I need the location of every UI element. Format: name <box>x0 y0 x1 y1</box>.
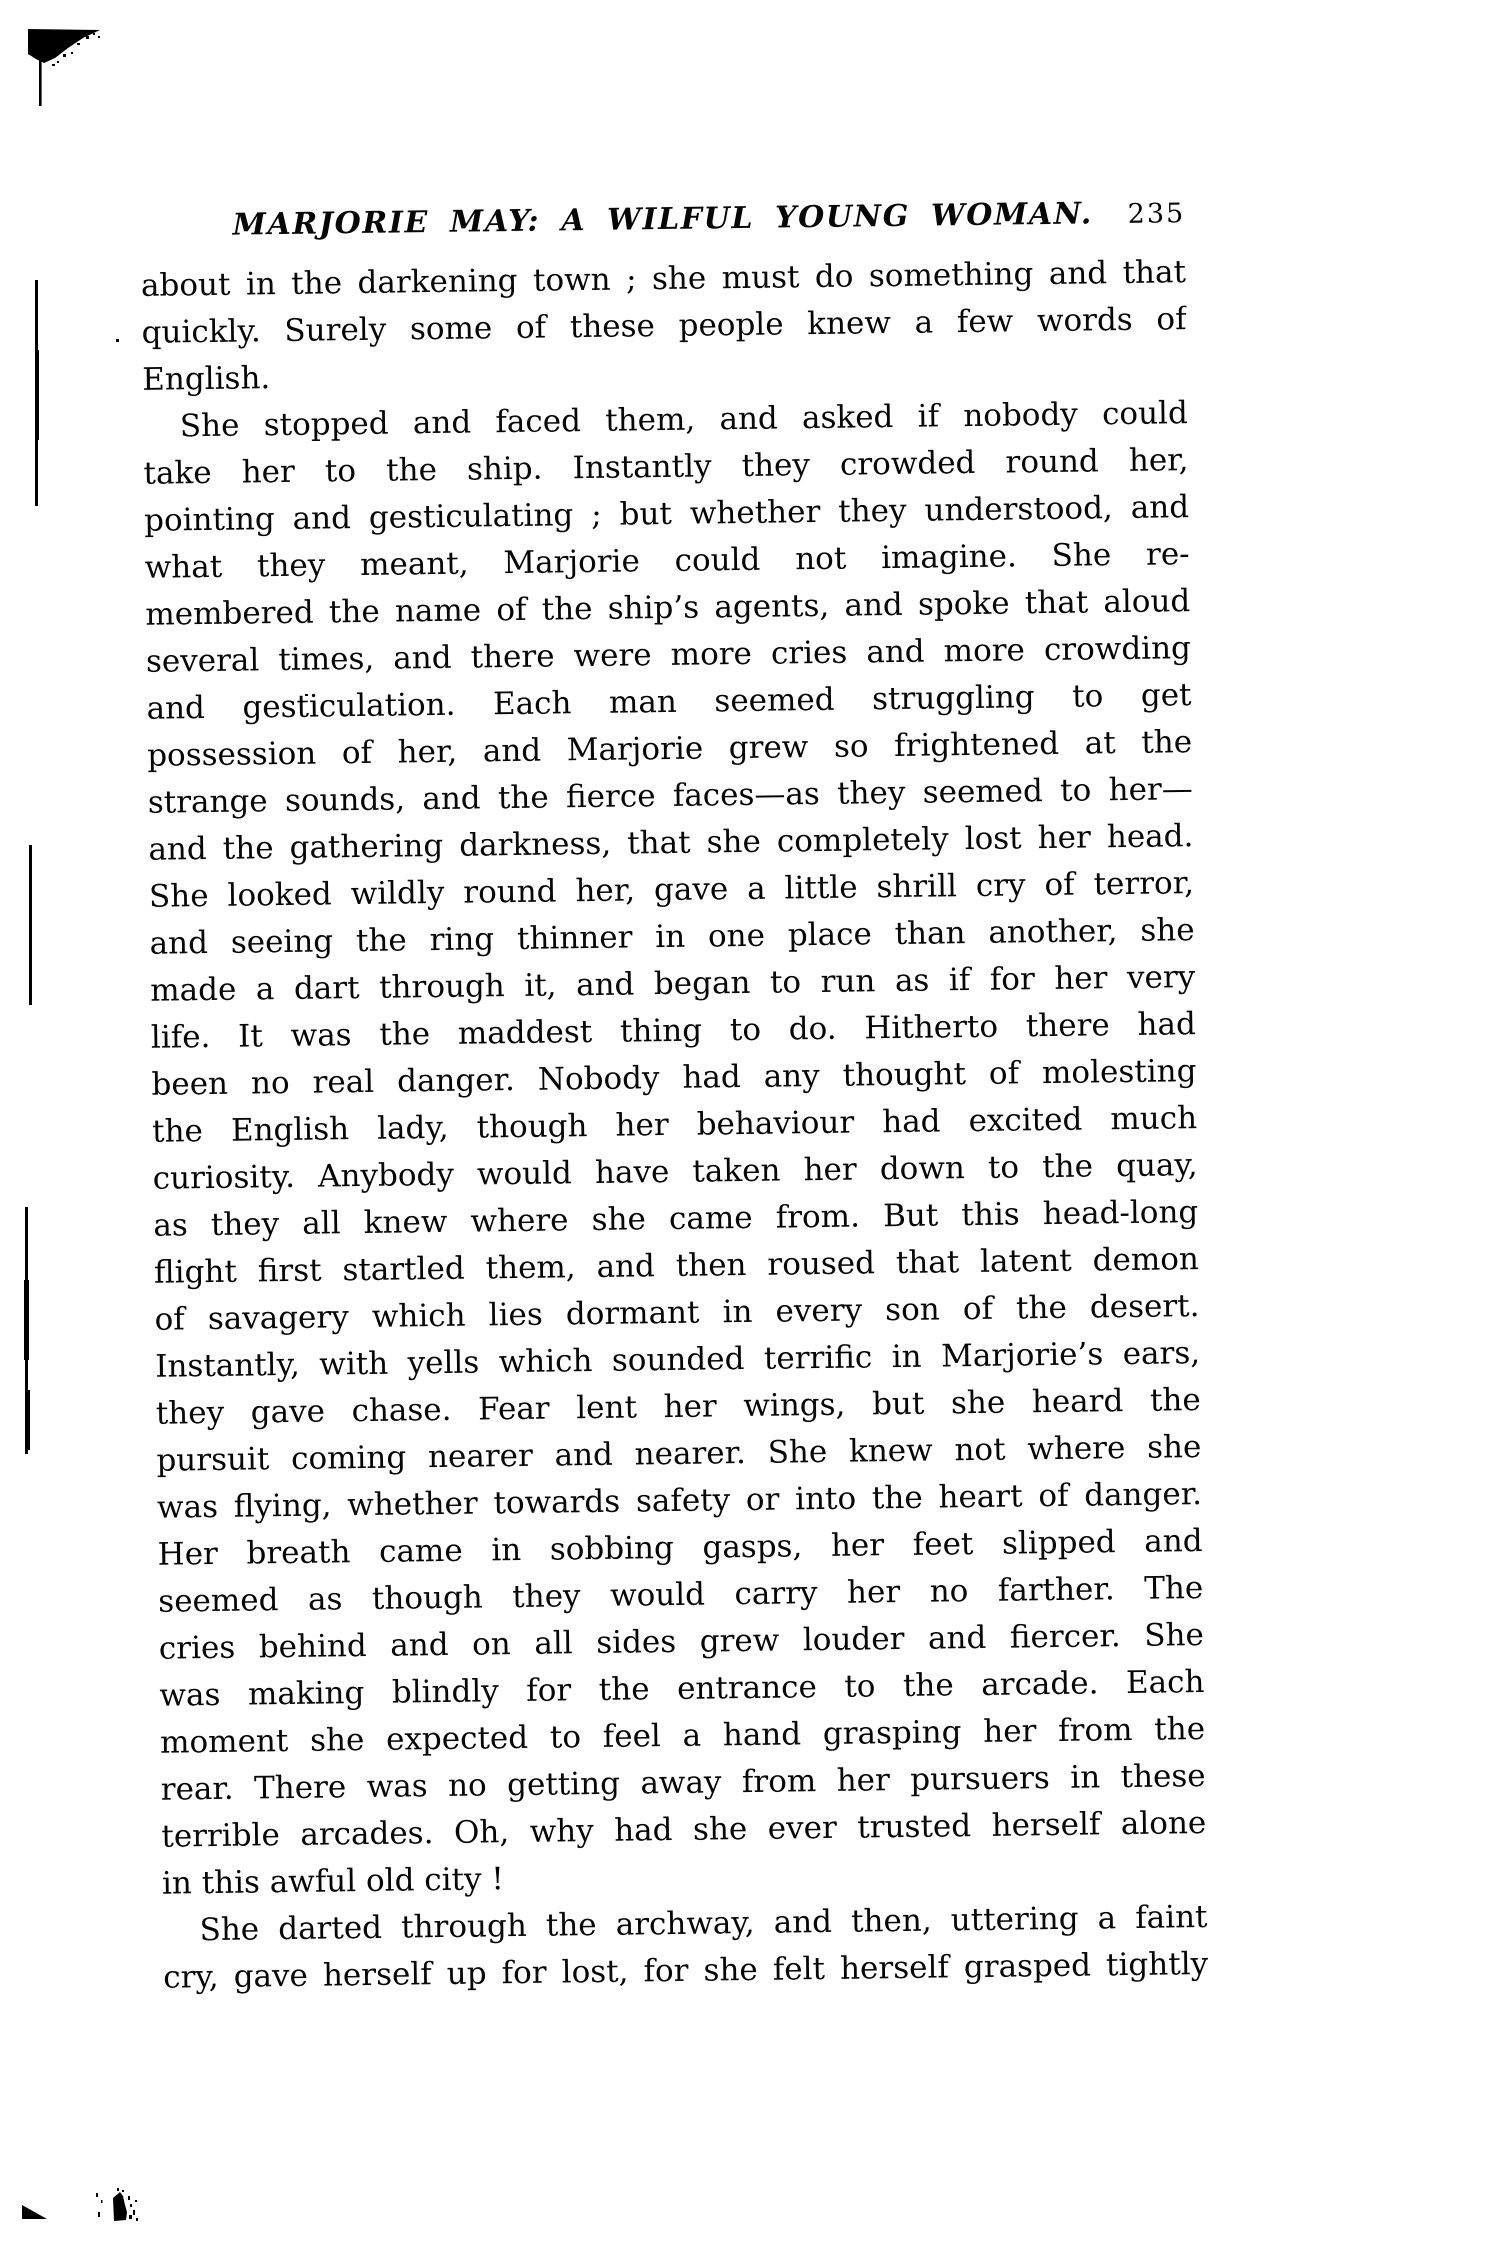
running-head-title: MARJORIE MAY: A WILFUL YOUNG WOMAN. <box>232 196 1094 243</box>
text-line: English. <box>142 360 271 398</box>
text-line: was flying, whether towards safety or into the heart of danger. <box>156 1476 1203 1526</box>
text-line: cries behind and on all sides grew louder and fiercer. She <box>158 1617 1205 1667</box>
text-line: of savagery which lies dormant in every son of the desert. <box>154 1288 1200 1338</box>
text-line: been no real danger. Nobody had any thought of molesting <box>151 1053 1197 1103</box>
margin-scan-line-lower-thick <box>24 1280 29 1360</box>
margin-scan-line-lower-thick2 <box>26 1390 30 1450</box>
text-line: as they all knew where she came from. But this head-long <box>153 1194 1199 1244</box>
text-line: possession of her, and Marjorie grew so frightened at the <box>146 724 1193 774</box>
page-content <box>140 195 1208 2002</box>
ink-smudge-bottom-left-icon <box>90 2185 150 2230</box>
text-line: Her breath came in sobbing gasps, her feet slipped and <box>157 1523 1203 1573</box>
text-line: they gave chase. Fear lent her wings, but she heard the <box>155 1382 1201 1432</box>
page-body <box>141 249 1209 2002</box>
text-line: Instantly, with yells which sounded terrific in Marjorie’s ears, <box>154 1335 1201 1385</box>
text-line: and seeing the ring thinner in one place than another, she <box>149 912 1195 962</box>
text-line: quickly. Surely some of these people knew a few words of <box>141 301 1187 351</box>
text-line: and gesticulation. Each man seemed struggling to get <box>146 677 1192 727</box>
text-line: take her to the ship. Instantly they crowded round her, <box>143 442 1189 492</box>
margin-scan-line-upper-thick <box>35 350 40 440</box>
running-head <box>140 195 1185 249</box>
margin-scan-line-middle <box>29 845 32 1005</box>
text-line: several times, and there were more cries and more crowding <box>145 630 1192 680</box>
ink-blot-top-left-icon <box>0 0 160 130</box>
text-line: pursuit coming nearer and nearer. She knew not where she <box>156 1429 1202 1479</box>
text-line: She looked wildly round her, gave a little shrill cry of terror, <box>148 865 1195 915</box>
text-line: about in the darkening town ; she must do something and that <box>140 254 1187 304</box>
text-line: the English lady, though her behaviour had excited much <box>151 1100 1198 1150</box>
text-line: rear. There was no getting away from her pursuers in these <box>160 1758 1206 1808</box>
text-line: what they meant, Marjorie could not imagine. She re- <box>144 536 1190 586</box>
text-line: was making blindly for the entrance to the arcade. Each <box>159 1664 1205 1714</box>
text-line: in this awful old city ! <box>161 1861 505 1902</box>
text-line: seemed as though they would carry her no farther. The <box>158 1570 1204 1620</box>
text-line: curiosity. Anybody would have taken her down to the quay, <box>152 1147 1198 1197</box>
text-line: terrible arcades. Oh, why had she ever trusted herself alone <box>161 1805 1207 1855</box>
text-line: She stopped and faced them, and asked if nobody could <box>179 395 1189 445</box>
text-line: She darted through the archway, and then, uttering a faint <box>199 1899 1208 1949</box>
text-line: strange sounds, and the fierce faces—as they seemed to her— <box>147 771 1193 821</box>
text-line: life. It was the maddest thing to do. Hitherto there had <box>150 1006 1197 1056</box>
text-line: cry, gave herself up for lost, for she felt herself grasped tightly <box>162 1946 1209 1996</box>
text-line: made a dart through it, and began to run as if for her very <box>150 959 1196 1009</box>
text-line: flight first startled them, and then roused that latent demon <box>153 1241 1200 1291</box>
text-line: moment she expected to feel a hand grasping her from the <box>159 1711 1206 1761</box>
text-line: and the gathering darkness, that she completely lost her head. <box>148 818 1194 868</box>
page-number: 235 <box>1127 198 1186 230</box>
text-line: membered the name of the ship’s agents, and spoke that aloud <box>145 583 1191 633</box>
margin-speck <box>116 339 119 342</box>
text-line: pointing and gesticulating ; but whether they understood, and <box>143 489 1190 539</box>
